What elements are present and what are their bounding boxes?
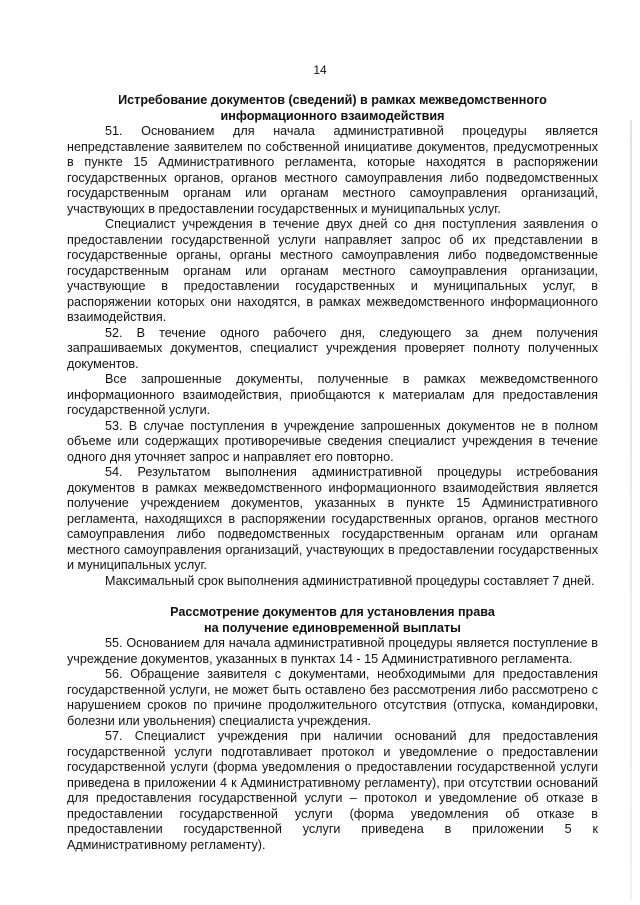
paragraph-max-term: Максимальный срок выполнения административной процедуры составляет 7 дней. [105, 573, 595, 588]
paragraph-51: 51. Основанием для начала административной процедуры является непредставление заявителем по собственной инициативе документов, предусмотренных в пункте 15 Административного регламента, которые находятся в распоряжении государственных органов, органов местного самоуправления либо подведомственных государственным органам или органам местного самоуправления организаций, участвующих в предоставлении государственных и муниципальных услуг. [67, 124, 598, 216]
paragraph-specialist-request: Специалист учреждения в течение двух дней со дня поступления заявления о предоставлении государственной услуги направляет запрос об их представлении в государственные органы, органы местного самоуправления либо подведомственные государственным органам или органам местного самоуправления организации, участвующие в предоставлении государственных и муниципальных услуг, в распоряжении которых они находятся, в рамках межведомственного информационного взаимодействия. [67, 217, 598, 324]
page-number: 14 [313, 63, 327, 77]
document-body [67, 93, 598, 853]
section-heading-document-request [67, 93, 598, 124]
scan-edge-shadow [630, 120, 632, 900]
paragraph-53: 53. В случае поступления в учреждение запрошенных документов не в полном объеме или содержащих противоречивые сведения специалист учреждения в течение одного дня уточняет запрос и направляет его повторно. [67, 418, 598, 464]
paragraph-52: 52. В течение одного рабочего дня, следующего за днем получения запрашиваемых документов, специалист учреждения проверяет полноту полученных документов. [67, 325, 598, 371]
heading-line-2: информационного взаимодействия [220, 108, 445, 123]
paragraph-54: 54. Результатом выполнения административной процедуры истребования документов в рамках межведомственного информационного взаимодействия является получение учреждением документов, указанных в пункте 15 Административного регламента, находящихся в распоряжении государственных органов, органов местного самоуправления либо подведомственных государственным органам или органам местного самоуправления организаций, участвующих в предоставлении государственных и муниципальных услуг. [67, 465, 598, 572]
section-heading-document-review [67, 605, 598, 636]
heading-line-2: на получение единовременной выплаты [204, 620, 461, 635]
heading-line-1: Истребование документов (сведений) в рамках межведомственного [118, 93, 547, 107]
paragraph-documents-attached: Все запрошенные документы, полученные в рамках межведомственного информационного взаимодействия, приобщаются к материалам для предоставления государственной услуги. [67, 372, 598, 417]
section-gap [67, 589, 598, 605]
paragraph-57: 57. Специалист учреждения при наличии оснований для предоставления государственной услуги подготавливает протокол и уведомление о предоставлении государственной услуги (форма уведомления о предоставлении государственной услуги приведена в приложении 4 к Административному регламенту), при отсутствии оснований для предоставления государственной услуги – протокол и уведомление об отказе в предоставлении государственной услуги (форма уведомления об отказе в предоставлении государственной услуги приведена в приложении 5 к Административному регламенту). [67, 729, 598, 852]
heading-line-1: Рассмотрение документов для установления права [170, 605, 495, 619]
paragraph-56: 56. Обращение заявителя с документами, необходимыми для предоставления государственной услуги, не может быть оставлено без рассмотрения либо рассмотрено с нарушением сроков по причине продолжительного отсутствия (отпуска, командировки, болезни или увольнения) специалиста учреждения. [67, 667, 598, 728]
paragraph-55: 55. Основанием для начала административной процедуры является поступление в учреждение документов, указанных в пунктах 14 - 15 Административного регламента. [67, 636, 598, 666]
